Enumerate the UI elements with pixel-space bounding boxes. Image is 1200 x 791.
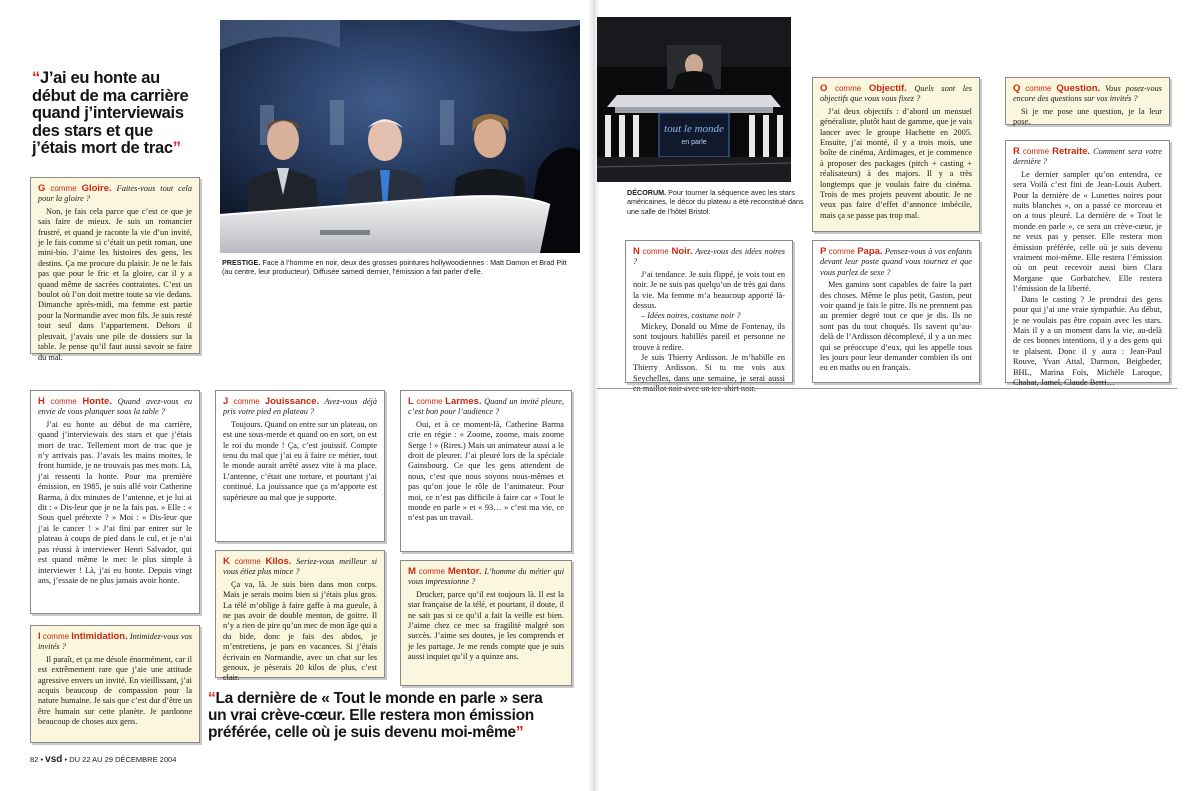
entry-letter: J	[223, 396, 229, 407]
entry-body: Il paraît, et ça me désole énormément, car il est extrêmement rare que j’aie une attitude agressive envers un invité. En vieillissant, j’ai acquis beaucoup de compassion pour la nature humaine. Je sais que c’est dur d’être un être humain sur cette planète. Je pardonne beaucoup de choses aux gens.	[38, 654, 192, 727]
folio-separator: •	[64, 755, 68, 764]
entry-letter: K	[223, 556, 230, 567]
entry-n-noir	[625, 240, 793, 383]
entry-connector: comme	[234, 557, 261, 566]
photo-studio-guests	[220, 20, 580, 253]
entry-keyword: Papa.	[857, 246, 883, 257]
entry-keyword: Jouissance.	[264, 396, 320, 407]
entry-keyword: Gloire.	[81, 183, 112, 194]
pull-quote-top	[32, 70, 197, 158]
page-number: 82	[30, 755, 39, 764]
issue-dates: DU 22 AU 29 DÉCEMBRE 2004	[69, 755, 177, 764]
entry-letter: I	[38, 631, 41, 642]
entry-o-objectif	[812, 77, 980, 232]
entry-letter: R	[1013, 146, 1020, 157]
entry-question: Comment sera votre dernière ?	[1013, 147, 1163, 167]
caption-main-lead: PRESTIGE.	[222, 258, 261, 267]
page-bottom-rule	[597, 388, 1177, 389]
entry-connector: comme	[1025, 84, 1052, 93]
entry-question: Avez-vous déjà pris votre pied en plateau ?	[223, 397, 377, 417]
entry-body: Drucker, parce qu’il est toujours là. Il est la star française de la télé, et pourtant, il doute, il ne sait pas si ce qu’il a fait la veille est bien. J’aime chez ce mec sa fragilité malgré son succès. J’aime ses doutes, je les comprends et je les partage. Je me rends compte que je suis aussi inquiet qu’il y a quinze ans.	[408, 589, 564, 662]
entry-sub-question: – Idées noires, costume noir ?	[641, 311, 741, 321]
entry-body: J’ai deux objectifs : d’abord un mensuel généraliste, plutôt haut de gamme, que je vais lancer avec le groupe Hachette en 2005. Ensuite, j’ai monté, il y a trois mois, une boîte de cinéma, Ardimages, et je commence à proposer des packages (pitch + casting + réalisateurs) à des majors. Il y a très longtemps que je voulais faire du cinéma. Trois de mes projets peuvent aboutir. Je ne veux pas faire d’effet d’annonce imbécile, mais ça se passe pas trop mal.	[820, 106, 972, 220]
entry-connector: comme	[642, 247, 669, 256]
entry-connector: comme	[416, 397, 443, 406]
open-quote-mark: “	[32, 69, 40, 87]
entry-connector: comme	[233, 397, 260, 406]
entry-r-retraite	[1005, 140, 1170, 387]
entry-connector: comme	[828, 247, 855, 256]
entry-body: Mes gamins sont capables de faire la part des choses. Même le plus petit, Gaston, peut voir quand je fais le pitre. Ils ne prennent pas au premier degré tout ce que je dis. Ils ne sont pas du tout choqués. Ils savent qu’au-delà de l’Ardisson décomplexé, il y a un mec qui se préoccupe d’eux, qui les appelle tous les jours pour leur demander combien ils ont eu en maths ou en français.	[820, 280, 972, 373]
entry-connector: comme	[50, 397, 77, 406]
entry-keyword: Larmes.	[445, 396, 482, 407]
entry-keyword: Retraite.	[1052, 146, 1091, 157]
entry-keyword: Intimidation.	[71, 631, 128, 642]
entry-connector: comme	[418, 567, 445, 576]
entry-question: Seriez-vous meilleur si vous étiez plus mince ?	[223, 557, 377, 577]
entry-keyword: Objectif.	[868, 83, 907, 94]
entry-body: J’ai tendance. Je suis flippé, je vois tout en noir. Je ne suis pas quelqu’un de très gai dans la vie. Ma femme m’a beaucoup apporté là-dessus.	[633, 269, 785, 311]
photo-studio-illustration	[220, 20, 580, 253]
entry-question: Pensez-vous à vos enfants devant leur poste quand vous tournez et que vous parlez de sexe ?	[820, 247, 972, 277]
entry-keyword: Noir.	[671, 246, 693, 257]
entry-body: Si je me pose une question, je la leur pose.	[1013, 106, 1162, 127]
entry-question: Quels sont les objectifs que vous vous fixez ?	[820, 84, 972, 104]
entry-l-larmes	[400, 390, 572, 552]
entry-body: Le dernier sampler qu’on entendra, ce sera Voilà c’est fini de Jean-Louis Aubert. Pour la dernière de « Lunettes noires pour nuits blanches », on a passé ce morceau et on a tous pleuré. La dernière de « Tout le monde en parle », ce sera un crève-cœur, je ne veux pas y penser. Elle restera mon émission préférée, celle où je suis devenu vraiment moi-même. Elle restera l’émission où on peut recevoir aussi bien Clara Morgane que Gorbatchev. Elle restera l’émission de la liberté.	[1013, 169, 1162, 294]
entry-q-question	[1005, 77, 1170, 125]
pull-quote-bottom	[208, 690, 558, 741]
entry-question: Quand un invité pleure, c’est bon pour l’audience ?	[408, 397, 565, 417]
entry-body-3: Je suis Thierry Ardisson. Je m’habille en Thierry Ardisson. Si tu me vois aux Seychelles, dans une semaine, je serai aussi	[633, 353, 785, 383]
entry-keyword: Mentor.	[447, 566, 482, 577]
entry-letter: H	[38, 396, 45, 407]
magazine-logo: vsd	[45, 754, 63, 765]
caption-decor-photo	[627, 188, 807, 216]
caption-decor-lead: DÉCORUM.	[627, 188, 667, 197]
entry-k-kilos	[215, 550, 385, 683]
entry-body: Oui, et à ce moment-là, Catherine Barma crie en régie : « Zoome, zoome, mais zoome Serge ! » (Rires.) Mais un animateur aussi a le droit de pleurer. J’ai pleuré lors de la spéciale Gainsbourg. Ce que les gens attendent de nous, c’est que nous soyons nous-mêmes et pas qu’on joue le rôle de l’animateur. Pour moi, ce n’est pas difficile à faire car « Tout le monde en parle » et « 93… » c’est ma vie, ce n’est pas un travail.	[408, 419, 564, 523]
photo-decor-illustration	[597, 17, 791, 182]
photo-set-decor	[597, 17, 791, 182]
entry-connector: comme	[42, 632, 70, 641]
entry-body: Ça va, là. Je suis bien dans mon corps. Mais je serais moins bien si j’étais plus gros. La télé m’oblige à faire gaffe à ma gueule, à ne pas avoir de double menton, de goitre. Il n’y a rien de pire qu’un mec de mon âge qui a du bide, donc je fais des abdos, je m’entretiens, je pars en vacances. Si j’étais écrivain en Normandie, avec un chat sur les genoux, je pèserais 20 kilos de plus, c’est clair.	[223, 579, 377, 683]
screen-subtitle: en parle	[681, 139, 707, 146]
entry-body: Non, je fais cela parce que c’est ce que je sais faire de mieux. Je suis un romancier frustré, et quand je raconte la vie d’un invité, je le fais comme si c’était un petit roman, une mini-bio. J’aime les histoires des gens, les destins. Ça me procure du plaisir. Je ne le fais pas que pour le fric et la gloire, car il y a quand même de sacrées contraintes. C’est un boulot où l’on doit mettre toute sa vie dedans. Dimanche après-midi, ma femme est partie pour la Normandie avec mon fils. Je suis resté tout seul dans l’appartement. Dehors il pleuvait, j’avais une pile de dossiers sur la table. Je pense qu’il faut aussi savoir se faire du mal.	[38, 206, 192, 362]
entry-letter: L	[408, 396, 414, 407]
caption-decor-text: Pour tourner la séquence avec les stars américaines, le décor du plateau a été reconstitué dans une salle de l’hôtel Bristol.	[627, 188, 804, 216]
entry-keyword: Question.	[1056, 83, 1101, 94]
entry-letter: G	[38, 183, 46, 194]
entry-i-intimidation	[30, 625, 200, 743]
entry-letter: Q	[1013, 83, 1021, 94]
pull-quote-bottom-text: La dernière de « Tout le monde en parle » sera un vrai crève-cœur. Elle restera mon émission préférée, celle où je suis devenu moi-même	[208, 690, 543, 741]
entry-connector: comme	[50, 184, 77, 193]
entry-question: L’homme du métier qui vous impressionne ?	[408, 567, 565, 587]
entry-letter: M	[408, 566, 416, 577]
entry-body-2: Dans le casting ? Je prendrai des gens pour qui j’ai une vraie sympathie. Au début, je ne voulais pas être copain avec les stars. Mais il y a un moment dans la vie, au-delà de ces bonnes intentions, il y a des gens qui te plaisent. Donc il y aura : Jean-Paul Rouve, Yvan Attal, Darmon, Beigbeder, BHL, Marina Foïs, Michèle Laroque, Chabat, Jamel, Claude Berri…	[1013, 294, 1162, 387]
entry-body-2: Mickey, Donald ou Mme de Fontenay, ils sont toujours habillés pareil et personne ne trouve à redire.	[633, 321, 785, 352]
close-quote-mark: ”	[172, 139, 181, 157]
entry-question: Faites-vous tout cela pour la gloire ?	[38, 184, 192, 204]
entry-connector: comme	[1022, 147, 1050, 156]
entry-g-gloire	[30, 177, 200, 362]
entry-j-jouissance	[215, 390, 385, 542]
screen-title: tout le monde	[664, 123, 724, 135]
pull-quote-top-text: J’ai eu honte au début de ma carrière quand j’interviewais des stars et que j’étais mort de trac	[32, 69, 189, 157]
entry-keyword: Honte.	[82, 396, 112, 407]
entry-question: Avez-vous des idées noires ?	[633, 247, 785, 267]
page-folio	[30, 754, 176, 765]
entry-body: J’ai eu honte au début de ma carrière, quand j’interviewais des stars et que j’étais mort de trac. Tellement mort de trac que je n’y arrivais pas. J’avais les mains moites, le front humide, je ne trouvais pas mes mots. Là, j’ai ressenti la honte. Pour ma première émission, en 1985, je suis allé voir Catherine Barma, à dix minutes de l’antenne, et je lui ai dit : « Dis-leur que je ne la fais pas. » Elle : « Sous quel prétexte ? » Moi : « Dis-leur que j’ai le cancer ! » J’ai fini par entrer sur le plateau à coups de pied dans le cul, et je n’ai pas réussi à interviewer Henri Salvador, qui est quand même le mec le plus simple à interviewer ! Là, j’ai eu honte. Depuis vingt ans, j’essaie de ne plus jamais avoir honte.	[38, 419, 192, 585]
close-quote-mark: ”	[515, 724, 524, 741]
entry-m-mentor	[400, 560, 572, 686]
entry-body: Toujours. Quand on entre sur un plateau, on est une sous-merde et quand on en sort, on est le roi du monde ! Ça, c’est jouissif. Compte tenu du mal que j’ai eu à faire ce métier, tout le monde aurait arrêté assez vite à ma place. L’antenne, c’était une torture, et pourtant j’ai continué. La jouissance que ça m’apporte est supérieure au mal que je supporte.	[223, 419, 377, 502]
entry-connector: comme	[834, 84, 862, 93]
entry-question: Intimidez-vous vos invités ?	[38, 632, 192, 652]
entry-p-papa	[812, 240, 980, 383]
caption-main-text: Face à l’homme en noir, deux des grosses pointures hollywoodiennes : Matt Damon et Brad Pitt (au centre, leur producteur). Diffusée samedi dernier, l’émission a fait parler d’elle.	[222, 258, 567, 277]
folio-separator: •	[40, 755, 44, 764]
entry-question: Quand avez-vous eu envie de vous planquer sous la table ?	[38, 397, 192, 417]
caption-main-photo	[222, 258, 577, 277]
entry-letter: N	[633, 246, 640, 257]
open-quote-mark: “	[208, 690, 216, 707]
entry-keyword: Kilos.	[265, 556, 292, 567]
entry-letter: P	[820, 246, 827, 257]
entry-letter: O	[820, 83, 828, 94]
entry-question: Vous posez-vous encore des questions sur vos invités ?	[1013, 84, 1163, 104]
entry-h-honte	[30, 390, 200, 614]
